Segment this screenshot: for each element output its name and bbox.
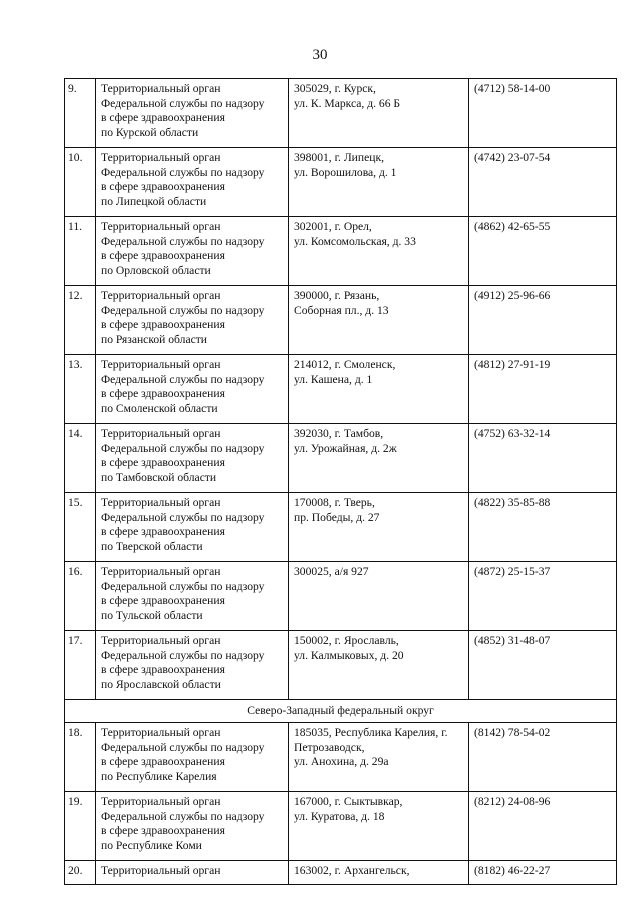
organization-address-line: ул. Куратова, д. 18 [294, 809, 385, 823]
table-row [65, 286, 617, 355]
phone-number: (4822) 35-85-88 [469, 493, 617, 562]
phone-number: (8142) 78-54-02 [469, 723, 617, 792]
section-heading: Северо-Западный федеральный округ [65, 700, 617, 723]
table-row [65, 723, 617, 792]
organization-address-line: ул. Ворошилова, д. 1 [294, 165, 397, 179]
row-number: 14. [65, 424, 96, 493]
row-number: 13. [65, 355, 96, 424]
organization-address [289, 631, 469, 700]
phone-number: (4862) 42-65-55 [469, 217, 617, 286]
table-row [65, 493, 617, 562]
table-row [65, 79, 617, 148]
organization-name-line: Территориальный орган [101, 358, 221, 371]
organization-name [96, 493, 289, 562]
organization-name-line: в сфере здравоохранения [101, 318, 225, 332]
organization-name [96, 79, 289, 148]
row-number: 11. [65, 217, 96, 286]
phone-number: (8212) 24-08-96 [469, 792, 617, 861]
organization-address-line: пр. Победы, д. 27 [294, 510, 380, 524]
table-row [65, 148, 617, 217]
organization-address-line: 398001, г. Липецк, [294, 151, 384, 164]
territorial-bodies-table [64, 78, 617, 885]
row-number: 16. [65, 562, 96, 631]
organization-name-line: в сфере здравоохранения [101, 525, 225, 539]
organization-address-line: 392030, г. Тамбов, [294, 427, 384, 440]
organization-name [96, 631, 289, 700]
organization-name-line: Федеральной службы по надзору [101, 740, 265, 754]
organization-address-line: Петрозаводск, [294, 740, 365, 754]
organization-name-line: Территориальный орган [101, 565, 221, 578]
organization-address [289, 217, 469, 286]
table-row [65, 562, 617, 631]
organization-address-line: 390000, г. Рязань, [294, 289, 380, 302]
organization-name-line: Федеральной службы по надзору [101, 372, 265, 386]
organization-address-line: ул. Анохина, д. 29а [294, 755, 389, 769]
row-number: 10. [65, 148, 96, 217]
organization-name-line: в сфере здравоохранения [101, 663, 225, 677]
organization-address [289, 723, 469, 792]
organization-name-line: Территориальный орган [101, 289, 221, 302]
organization-name [96, 562, 289, 631]
section-row [65, 700, 617, 723]
organization-name [96, 148, 289, 217]
organization-address-line: 305029, г. Курск, [294, 82, 376, 95]
organization-address-line: 163002, г. Архангельск, [294, 864, 410, 877]
organization-name-line: по Тульской области [101, 608, 203, 622]
organization-address [289, 424, 469, 493]
organization-name-line: Территориальный орган [101, 864, 221, 877]
organization-name-line: по Рязанской области [101, 332, 208, 346]
table-row [65, 217, 617, 286]
organization-address-line: 170008, г. Тверь, [294, 496, 375, 509]
organization-name-line: в сфере здравоохранения [101, 755, 225, 769]
organization-name-line: Федеральной службы по надзору [101, 510, 265, 524]
row-number: 19. [65, 792, 96, 861]
row-number: 18. [65, 723, 96, 792]
organization-address-line: 150002, г. Ярославль, [294, 634, 399, 647]
organization-name [96, 217, 289, 286]
organization-name-line: по Орловской области [101, 263, 211, 277]
organization-name-line: в сфере здравоохранения [101, 456, 225, 470]
organization-address [289, 79, 469, 148]
row-number: 15. [65, 493, 96, 562]
organization-address-line: ул. Калмыковых, д. 20 [294, 648, 404, 662]
table-row [65, 861, 617, 885]
organization-name-line: Федеральной службы по надзору [101, 579, 265, 593]
organization-name-line: по Курской области [101, 125, 199, 139]
organization-address-line: ул. Кашена, д. 1 [294, 372, 373, 386]
table-row [65, 355, 617, 424]
organization-address-line: 302001, г. Орел, [294, 220, 372, 233]
organization-name-line: по Тамбовской области [101, 470, 217, 484]
organization-name [96, 861, 289, 885]
organization-name-line: Территориальный орган [101, 496, 221, 509]
organization-name-line: Федеральной службы по надзору [101, 303, 265, 317]
organization-name-line: по Тверской области [101, 539, 203, 553]
organization-address-line: ул. К. Маркса, д. 66 Б [294, 96, 401, 110]
organization-address-line: ул. Урожайная, д. 2ж [294, 441, 397, 455]
organization-name-line: Федеральной службы по надзору [101, 809, 265, 823]
organization-address [289, 861, 469, 885]
organization-name [96, 424, 289, 493]
phone-number: (4912) 25-96-66 [469, 286, 617, 355]
organization-name [96, 286, 289, 355]
organization-name-line: Федеральной службы по надзору [101, 234, 265, 248]
organization-name [96, 355, 289, 424]
row-number: 17. [65, 631, 96, 700]
organization-name-line: Федеральной службы по надзору [101, 441, 265, 455]
organization-address-line: Соборная пл., д. 13 [294, 303, 389, 317]
organization-address-line: 300025, а/я 927 [294, 565, 369, 578]
phone-number: (4852) 31-48-07 [469, 631, 617, 700]
organization-address-line: 185035, Республика Карелия, г. [294, 726, 448, 739]
organization-address [289, 355, 469, 424]
organization-name-line: в сфере здравоохранения [101, 180, 225, 194]
phone-number: (4712) 58-14-00 [469, 79, 617, 148]
table-row [65, 631, 617, 700]
organization-name-line: в сфере здравоохранения [101, 824, 225, 838]
organization-address-line: ул. Комсомольская, д. 33 [294, 234, 416, 248]
organization-name-line: в сфере здравоохранения [101, 387, 225, 401]
phone-number: (4812) 27-91-19 [469, 355, 617, 424]
organization-address [289, 493, 469, 562]
organization-name-line: Территориальный орган [101, 634, 221, 647]
organization-name [96, 792, 289, 861]
organization-address [289, 562, 469, 631]
organization-name-line: Территориальный орган [101, 151, 221, 164]
phone-number: (8182) 46-22-27 [469, 861, 617, 885]
phone-number: (4742) 23-07-54 [469, 148, 617, 217]
organization-name-line: Федеральной службы по надзору [101, 165, 265, 179]
organization-name-line: Федеральной службы по надзору [101, 648, 265, 662]
organization-address-line: 214012, г. Смоленск, [294, 358, 396, 371]
organization-name-line: в сфере здравоохранения [101, 111, 225, 125]
phone-number: (4752) 63-32-14 [469, 424, 617, 493]
organization-address [289, 148, 469, 217]
table-row [65, 424, 617, 493]
phone-number: (4872) 25-15-37 [469, 562, 617, 631]
organization-name-line: в сфере здравоохранения [101, 594, 225, 608]
row-number: 12. [65, 286, 96, 355]
table-row [65, 792, 617, 861]
organization-name [96, 723, 289, 792]
organization-name-line: Территориальный орган [101, 82, 221, 95]
organization-name-line: Территориальный орган [101, 726, 221, 739]
organization-address [289, 792, 469, 861]
organization-address [289, 286, 469, 355]
row-number: 9. [65, 79, 96, 148]
organization-name-line: по Липецкой области [101, 194, 207, 208]
organization-name-line: по Ярославской области [101, 677, 221, 691]
organization-name-line: по Республике Карелия [101, 769, 217, 783]
organization-name-line: Территориальный орган [101, 795, 221, 808]
organization-name-line: в сфере здравоохранения [101, 249, 225, 263]
row-number: 20. [65, 861, 96, 885]
organization-name-line: Территориальный орган [101, 427, 221, 440]
organization-name-line: Федеральной службы по надзору [101, 96, 265, 110]
organization-name-line: по Республике Коми [101, 838, 202, 852]
organization-name-line: по Смоленской области [101, 401, 218, 415]
organization-address-line: 167000, г. Сыктывкар, [294, 795, 403, 808]
page-number: 30 [312, 47, 328, 63]
organization-name-line: Территориальный орган [101, 220, 221, 233]
